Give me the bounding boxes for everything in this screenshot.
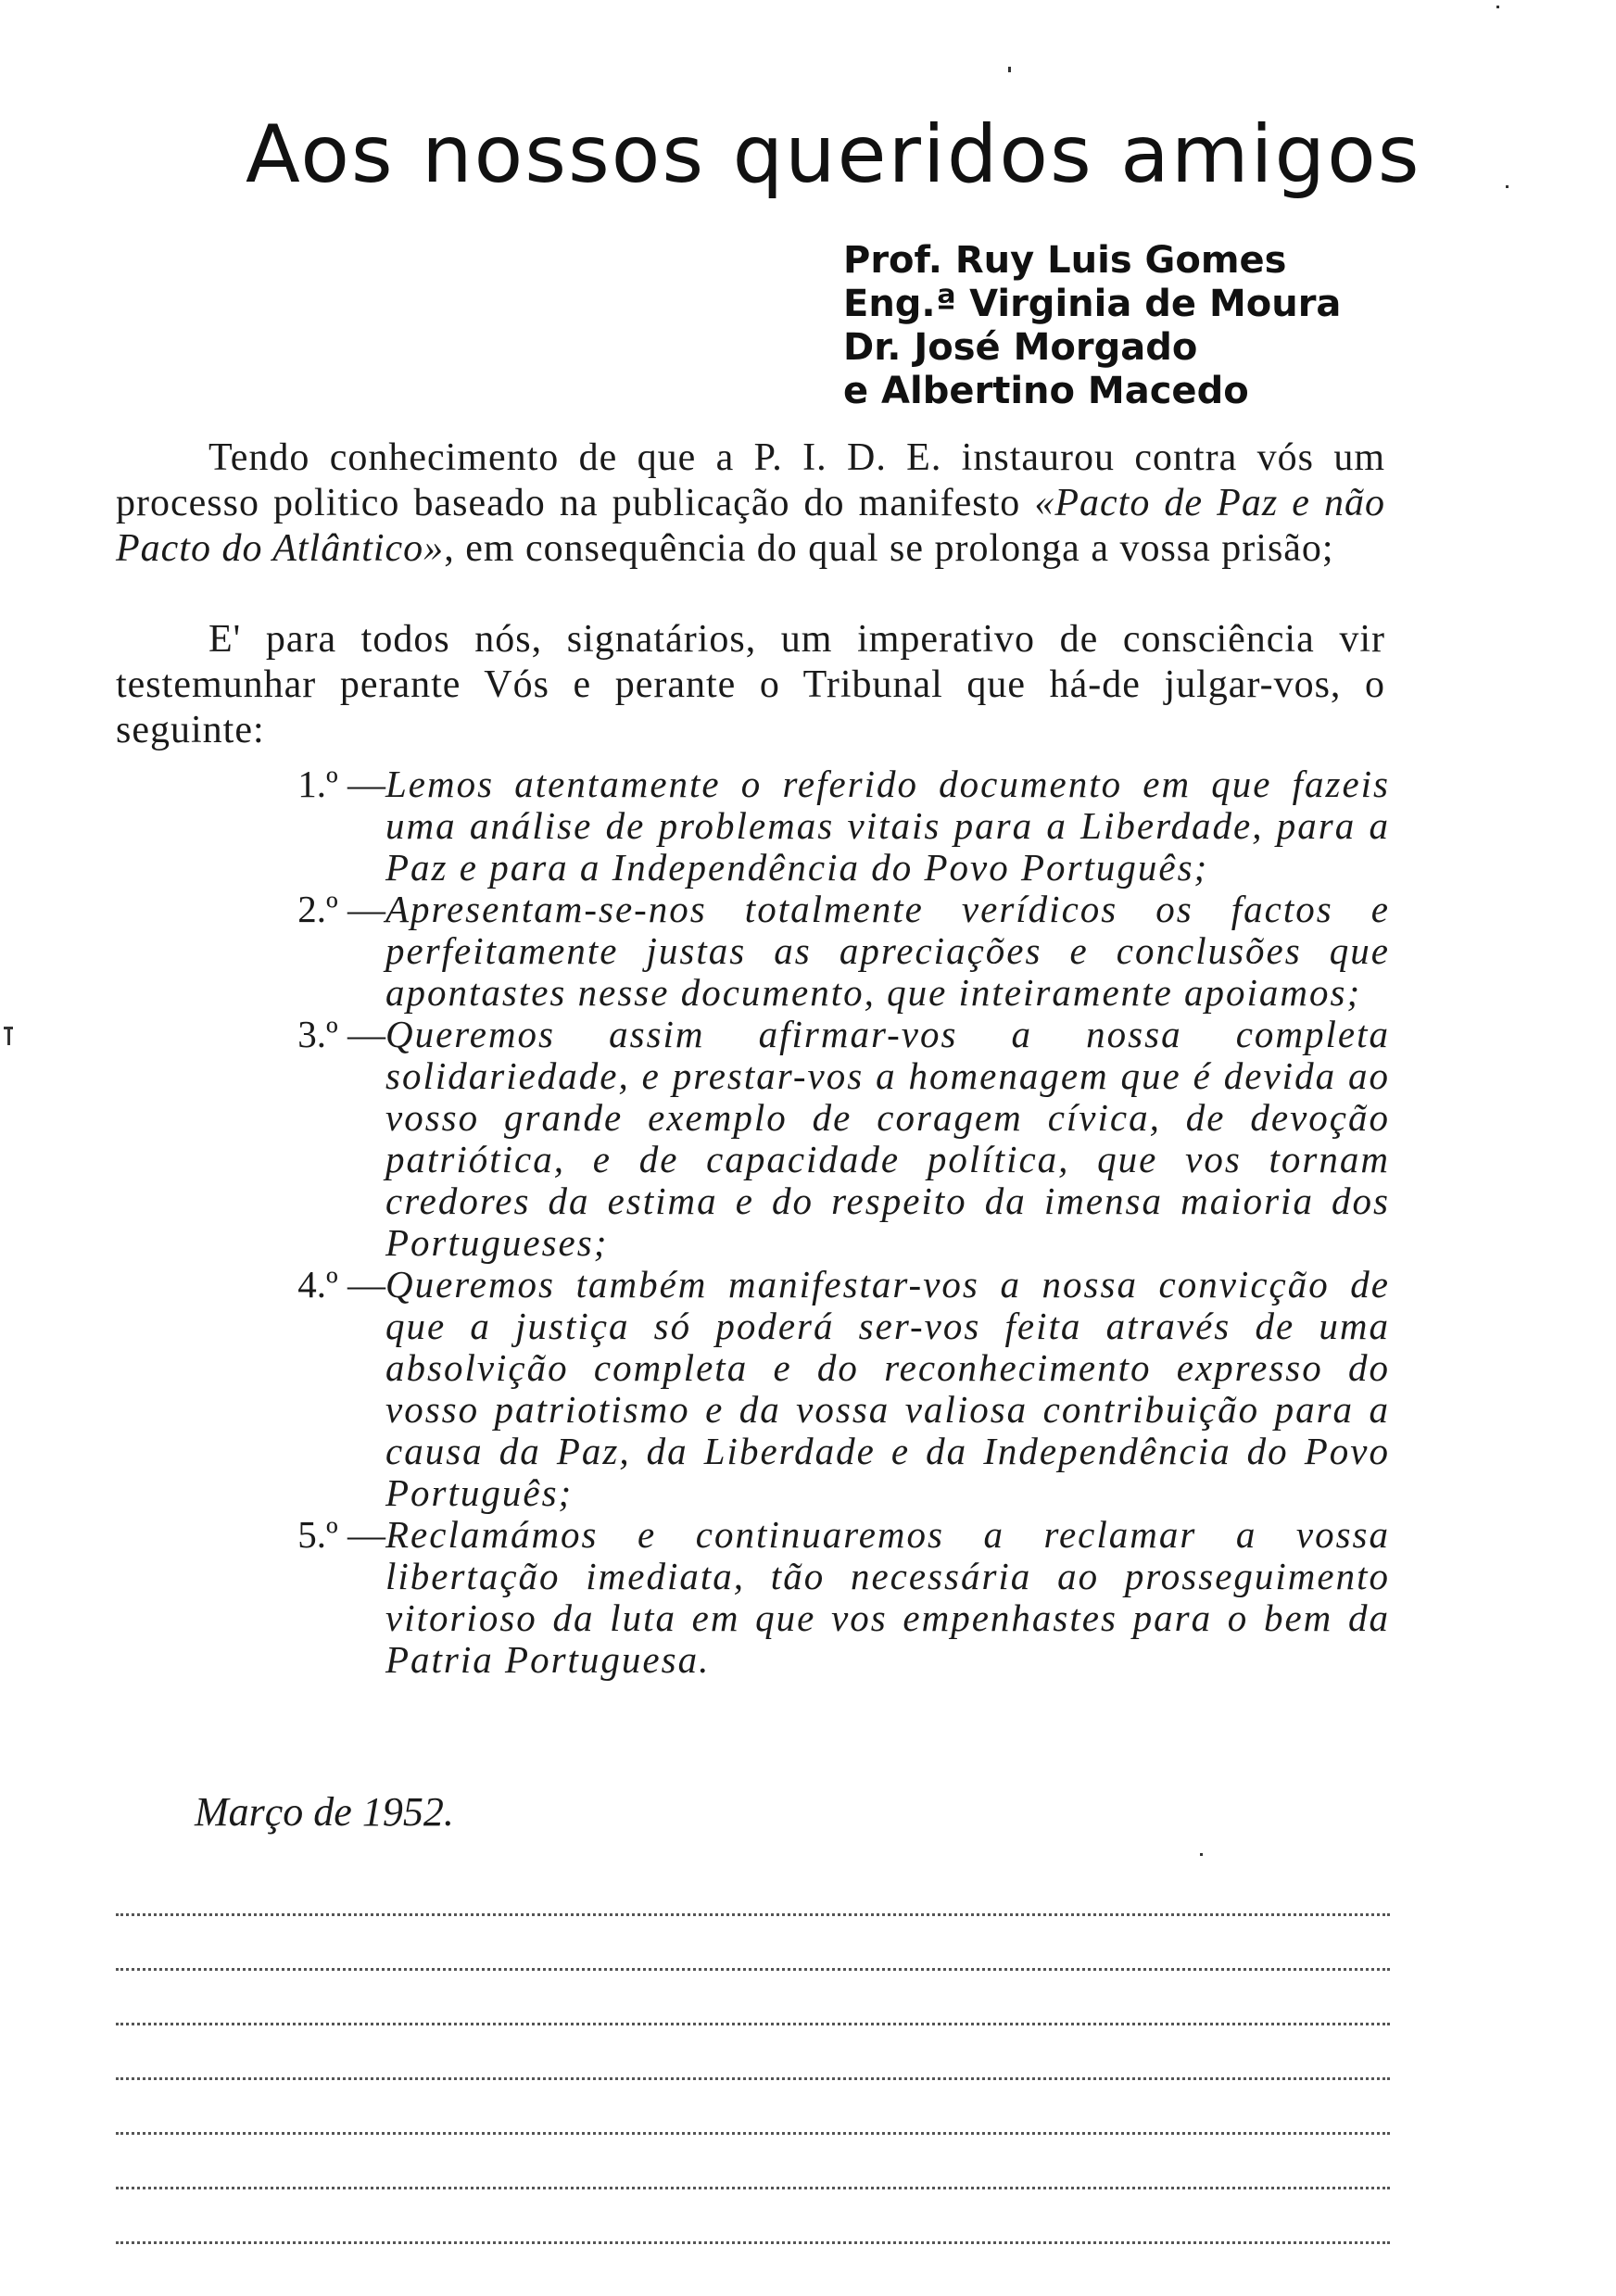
list-item: [269, 889, 1390, 1014]
list-item-text: Reclamámos e continuaremos a reclamar a vossa libertação imediata, tão necessária ao prosseguimento vitorioso da luta em que vos empenhastes para o bem da Patria Portuguesa.: [385, 1513, 1390, 1681]
manifesto-title: «Pacto de Paz e não Pacto do Atlântico»: [116, 482, 1385, 570]
date-line: Março de 1952.: [195, 1789, 454, 1835]
list-item: [269, 763, 1390, 889]
recipient-name: e Albertino Macedo: [843, 370, 1249, 412]
signature-line: [116, 2132, 1390, 2135]
list-item-number: 5.º —: [297, 1513, 385, 1556]
list-item-number: 4.º —: [297, 1263, 385, 1306]
print-speck: [1506, 185, 1509, 188]
print-speck: [1008, 67, 1011, 72]
list-item-text: Queremos também manifestar-vos a nossa convicção de que a justiça só poderá ser-vos feita através de uma absolvição completa e do reconhecimento expresso do vosso patriotismo e da vossa valiosa contribuição para a causa da Paz, da Liberdade e da Independência do Povo Português;: [385, 1263, 1390, 1514]
list-item-text: Queremos assim afirmar-vos a nossa completa solidariedade, e prestar-vos a homenagem que é devida ao vosso grande exemplo de coragem cívica, de devoção patriótica, e de capacidade política, que vos tornam credores da estima e do respeito da imensa maioria dos Portugueses;: [385, 1013, 1390, 1264]
numbered-list: [269, 763, 1390, 1681]
signature-lines: [116, 1913, 1390, 2296]
intro-paragraph: [116, 435, 1385, 572]
declaration-paragraph: E' para todos nós, signatários, um imperativo de consciência vir testemunhar perante Vós e perante o Tribunal que há-de julgar-vos, o seguinte:: [116, 618, 1385, 751]
signature-line: [116, 2241, 1390, 2244]
print-speck: [7, 1027, 10, 1045]
signature-line: [116, 1913, 1390, 1916]
list-item-text: Lemos atentamente o referido documento em que fazeis uma análise de problemas vitais para a Liberdade, para a Paz e para a Independência do Povo Português;: [385, 763, 1390, 889]
recipients-block: [843, 239, 1492, 413]
print-speck: [1200, 1853, 1203, 1856]
list-item-number: 1.º —: [297, 763, 385, 805]
list-item: [269, 1514, 1390, 1681]
signature-line: [116, 2023, 1390, 2025]
letter-title: Aos nossos queridos amigos: [246, 108, 1421, 201]
intro-text-start: Tendo conhecimento de que a P. I. D. E. instaurou contra vós um processo politico baseado na publicação do manifesto: [116, 436, 1385, 524]
signature-line: [116, 2077, 1390, 2080]
recipient-name: Prof. Ruy Luis Gomes: [843, 239, 1287, 282]
signature-line: [116, 1968, 1390, 1971]
list-item-text: Apresentam-se-nos totalmente verídicos os factos e perfeitamente justas as apreciações e conclusões que apontastes nesse documento, que inteiramente apoiamos;: [385, 888, 1390, 1014]
recipient-name: Eng.ª Virginia de Moura: [843, 283, 1342, 325]
intro-text-end: , em consequência do qual se prolonga a vossa prisão;: [444, 527, 1334, 570]
list-item: [269, 1014, 1390, 1264]
list-item-number: 3.º —: [297, 1013, 385, 1055]
signature-line: [116, 2187, 1390, 2189]
recipient-name: Dr. José Morgado: [843, 326, 1198, 369]
list-item: [269, 1264, 1390, 1514]
list-item-number: 2.º —: [297, 888, 385, 930]
print-speck: [1496, 6, 1499, 8]
